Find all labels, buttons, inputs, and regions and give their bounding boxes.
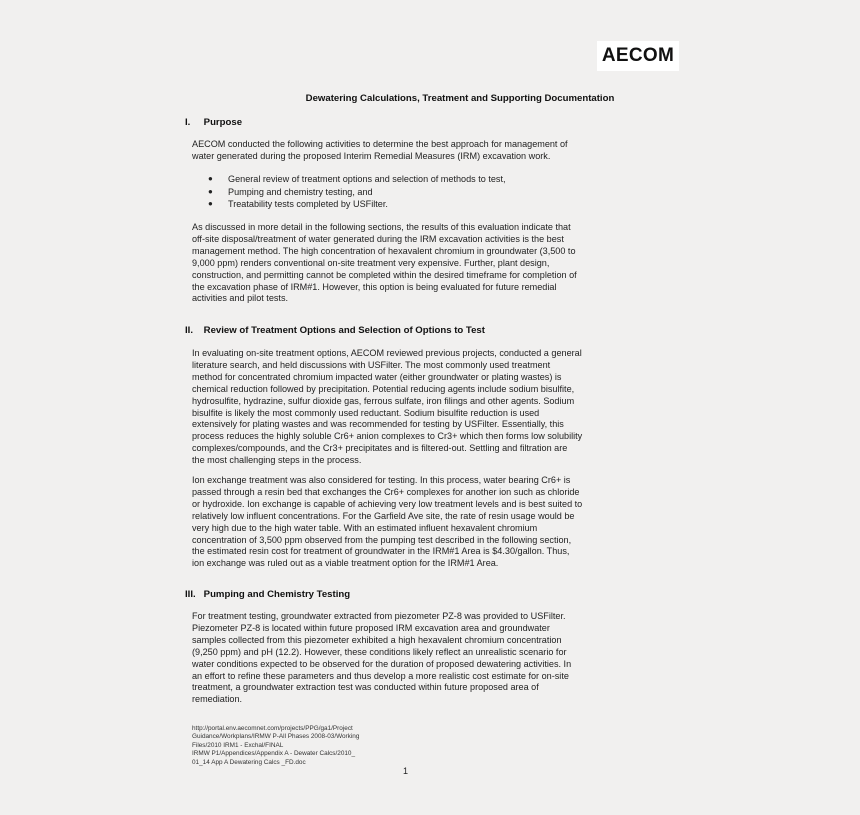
section-title: Review of Treatment Options and Selection of Options to Test (203, 325, 485, 336)
section-number: I. (185, 117, 191, 128)
section-heading-purpose (185, 117, 635, 128)
bullet-icon: ● (208, 186, 213, 196)
purpose-results-paragraph: As discussed in more detail in the following sections, the results of this evaluation indicate that off-site disposal/treatment of water generated during the IRM excavation activities is the best management method. The high concentration of hexavalent chromium in groundwater (3,500 to 9,000 ppm) renders conventional on-site treatment very expensive. Further, plant design, construction, and permitting cannot be completed within the desired timeframe for completion of the excavation phase of IRM#1. However, this option is being evaluated for future remedial activities and pilot tests. (192, 222, 577, 304)
section-heading-review (185, 325, 635, 336)
list-item-text: Treatability tests completed by USFilter. (228, 199, 388, 210)
page-number: 1 (403, 766, 409, 776)
pumping-paragraph: For treatment testing, groundwater extracted from piezometer PZ-8 was provided to USFilter. Piezometer PZ-8 is located within future proposed IRM excavation area and groundwater samples collected from this piezometer exhibited a high hexavalent chromium concentration (9,250 ppm) and pH (12.2). However, these conditions likely reflect an unrealistic scenario for water conditions expected to be observed for the duration of proposed dewatering activities. In an effort to refine these parameters and thus develop a more realistic cost estimate for on-site treatment, a groundwater extraction test was conducted within future proposed area of remediation. (192, 611, 572, 705)
footer-file-path: http://portal.env.aecomnet.com/projects/PPG/ga1/Project Guidance/Workplans/IRMW P-All Phases 2008-03/Working Files/2010 IRM1 - Exchal/FINAL IRMW P1/Appendices/Appendix A - Dewater Calcs/2010_ 01_14 App A Dewatering Calcs _FD.doc (192, 725, 360, 766)
list-item-text: General review of treatment options and selection of methods to test, (228, 174, 506, 184)
section-number: II. (185, 325, 193, 336)
list-item (208, 186, 628, 199)
purpose-activity-list (208, 173, 628, 211)
bullet-icon: ● (208, 174, 213, 183)
section-heading-pumping (185, 589, 635, 600)
list-item (208, 198, 628, 211)
list-item (208, 173, 628, 186)
purpose-intro-paragraph: AECOM conducted the following activities to determine the best approach for management of water generated during the proposed Interim Remedial Measures (IRM) excavation work. (192, 139, 568, 161)
section-title: Pumping and Chemistry Testing (203, 589, 351, 600)
aecom-logo (597, 41, 679, 71)
bullet-icon: ● (208, 199, 213, 209)
logo-text: AECOM (601, 45, 675, 66)
section-number: III. (185, 589, 196, 600)
list-item-text: Pumping and chemistry testing, and (228, 186, 373, 197)
review-paragraph-reduction: In evaluating on-site treatment options, AECOM reviewed previous projects, conducted a general literature search, and held discussions with USFilter. The most commonly used treatment method for concentrated chromium impacted water (either groundwater or plating wastes) is chemical reduction followed by precipitation. Potential reducing agents include sodium bisulfite, hydrosulfite, hydrazine, sulfur dioxide gas, ferrous sulfate, iron filings and other agents. Sodium bisulfite is likely the most commonly used reductant. Sodium bisulfite reduction is used extensively for plating wastes and was recommended for testing by USFilter. Essentially, this process reduces the highly soluble Cr6+ anion complexes to Cr3+ which then forms low solubility complexes/compounds, and the Cr3+ precipitates and is filtered-out. Settling and filtration are the most challenging steps in the process. (192, 348, 583, 466)
document-title: Dewatering Calculations, Treatment and Supporting Documentation (305, 93, 615, 104)
review-paragraph-ion-exchange: Ion exchange treatment was also considered for testing. In this process, water bearing Cr6+ is passed through a resin bed that exchanges the Cr6+ complexes for another ion such as chloride or hydroxide. Ion exchange is capable of achieving very low treatment levels and is best suited to relatively low influent concentrations. For the Garfield Ave site, the rate of resin usage would be very high due to the high water table. With an estimated influent hexavalent chromium concentration of 3,500 ppm observed from the pumping test described in the following section, the estimated resin cost for treatment of groundwater in the IRM#1 Area is $4.30/gallon. Thus, ion exchange was ruled out as a viable treatment option for the IRM#1 Area. (192, 475, 583, 569)
section-title: Purpose (203, 117, 243, 128)
